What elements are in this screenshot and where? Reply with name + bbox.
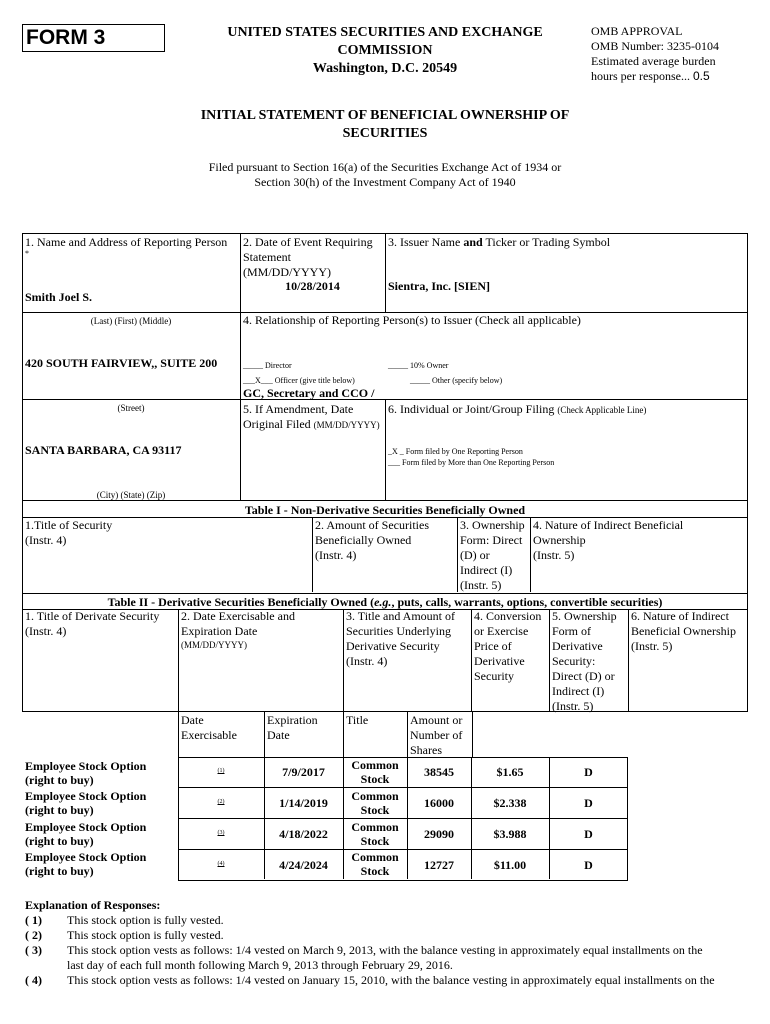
box6-label-text: 6. Individual or Joint/Group Filing [388,402,555,416]
explanation-text-2: This stock option is fully vested. [67,928,224,942]
filing-option-one-mark: _X _ [388,447,404,456]
row2-ownership-form: D [584,796,593,810]
grid-hline-2 [22,399,748,400]
row2-security-line2: Stock [360,803,390,817]
row3-ownership-form: D [584,827,593,841]
table-row [25,789,146,817]
agency-name: UNITED STATES SECURITIES AND EXCHANGE COMMISSION [227,25,543,58]
table2-col5-line1: 5. Ownership [552,609,617,623]
row1-ownership-form: D [584,765,593,779]
box3-label-b: Ticker or Trading Symbol [485,235,611,249]
table2-col5-line3: Derivative [552,639,603,653]
omb-hours [591,69,719,84]
row3-security-line1: Common [351,820,399,834]
event-date: 10/28/2014 [285,279,340,293]
table2-title-eg: e.g. [374,595,392,609]
box5-label-line1: 5. If Amendment, Date [243,402,354,416]
document-title-line1: INITIAL STATEMENT OF BENEFICIAL OWNERSHIP OF [200,108,570,123]
sub-exp-line1: Expiration [267,713,318,727]
table2-col2-header [181,609,295,651]
reporting-person-street: 420 SOUTH FAIRVIEW,, SUITE 200 [25,356,218,370]
table1-col2-header [315,518,429,563]
table1-col3-header [460,518,525,593]
box1-star: * [25,249,29,258]
table2-col3-header [346,609,455,669]
table2-col4-line2: or Exercise [474,624,529,638]
table1-col2-line1: 2. Amount of Securities [315,518,429,532]
table1-col3-line3: (D) or [460,548,490,562]
row3-title-line1: Employee Stock Option [25,820,147,834]
row4-price: $11.00 [493,858,527,872]
filed-line1: Filed pursuant to Section 16(a) of the Securities Exchange Act of 1934 or [208,160,562,174]
sub-amount-line1: Amount or [410,713,463,727]
row4-security-line2: Stock [360,864,390,878]
table-row [25,850,146,878]
table2-col4-line1: 4. Conversion [474,609,542,623]
grid-vline-2a [385,233,386,312]
row3-expiration: 4/18/2022 [279,827,328,841]
explanation-num-1: ( 1) [25,913,42,927]
document-title [160,107,610,143]
table2-col1-header [25,609,159,639]
row1-title-line1: Employee Stock Option [25,759,147,773]
box3-label [388,235,610,250]
table2-col5-line2: Form of [552,624,591,638]
row2-price: $2.338 [493,796,527,810]
row2-security [343,789,407,817]
sub-amount-line3: Shares [410,743,442,757]
row3-security [343,820,407,848]
row1-footnote: (1) [217,768,225,774]
filed-pursuant [160,160,610,190]
box2-label-line1: 2. Date of Event Requiring [243,235,373,249]
row4-title-line1: Employee Stock Option [25,850,147,864]
filing-option-two-mark: ___ [388,458,400,467]
table2-col2-line2: Expiration Date [181,624,258,638]
box4-label: 4. Relationship of Reporting Person(s) to Issuer (Check all applicable) [243,313,581,327]
sub-date-line2: Exercisable [181,728,237,742]
table-row [25,820,146,848]
box2-label-line3: (MM/DD/YYYY) [243,265,331,279]
row1-title-line2: (right to buy) [25,773,94,787]
table2-col6-line2: Beneficial Ownership [631,624,736,638]
explanation-num-4: ( 4) [25,973,42,987]
box1-label: 1. Name and Address of Reporting Person [25,235,228,249]
row1-expiration: 7/9/2017 [282,765,325,779]
table2-col5-header [552,609,617,714]
box3-label-and: and [463,235,483,249]
box3-label-a: 3. Issuer Name [388,235,461,249]
row3-footnote: (3) [217,830,225,836]
table1-vline-1 [312,517,313,592]
filing-option-two-label: Form filed by More than One Reporting Person [402,458,555,467]
table1-col1-line2: (Instr. 4) [25,533,67,547]
table2-vline-5 [628,609,629,711]
table2-col3-line4: (Instr. 4) [346,654,388,668]
row4-title-line2: (right to buy) [25,864,94,878]
document-title-line2: SECURITIES [342,126,428,141]
omb-hours-label: hours per response... [591,69,690,83]
table1-vline-3 [530,517,531,592]
row4-security [343,850,407,878]
explanation-text-3: This stock option vests as follows: 1/4 vested on March 9, 2013, with the balance vesting in approximately equal installments on the [67,943,703,957]
table2-col2-line1: 2. Date Exercisable and [181,609,295,623]
sub-exp-line2: Date [267,728,290,742]
row2-title-line2: (right to buy) [25,803,94,817]
table2-col4-line3: Price of [474,639,512,653]
sub-date-exercisable [181,713,237,743]
omb-burden: Estimated average burden [591,54,716,68]
name-caption: (Last) (First) (Middle) [90,316,172,326]
row4-ownership-form: D [584,858,593,872]
table1-col2-line3: (Instr. 4) [315,548,357,562]
row2-title-line1: Employee Stock Option [25,789,147,803]
table1-col1-line1: 1.Title of Security [25,518,113,532]
table2-col1-line1: 1. Title of Derivate Security [25,609,160,623]
sub-vline-1 [264,711,265,757]
explanation-num-2: ( 2) [25,928,42,942]
sub-vline-2 [343,711,344,757]
box5-label [243,402,380,432]
table1-col3-line2: Form: Direct [460,533,523,547]
table2-col5-line4: Security: [552,654,596,668]
grid-vline-2b [385,399,386,500]
table2-col5-line5: Direct (D) or [552,669,615,683]
table1-col3-line5: (Instr. 5) [460,578,502,592]
omb-hours-value: 0.5 [692,69,710,83]
table2-title-b: , puts, calls, warrants, options, convertible securities) [391,595,663,609]
table2-col5-line6: Indirect (I) [552,684,605,698]
table2-col4-line4: Derivative [474,654,525,668]
row-hline-1 [178,787,628,788]
filing-option-two [388,457,554,468]
sub-amount-line2: Number of [410,728,463,742]
explanation-num-3: ( 3) [25,943,42,957]
table1-col2-line2: Beneficially Owned [315,533,412,547]
table2-vline-1 [178,609,179,711]
table2-title-a: Table II - Derivative Securities Beneficially Owned ( [107,595,375,609]
box5-date-format: (MM/DD/YYYY) [313,420,380,430]
table2-col6-header [631,609,736,654]
row1-shares: 38545 [424,765,454,779]
row3-shares: 29090 [424,827,454,841]
filing-option-one-label: Form filed by One Reporting Person [405,447,523,456]
table1-col3-line4: Indirect (I) [460,563,513,577]
table2-col3-line2: Securities Underlying [346,624,451,638]
issuer-name: Sientra, Inc. [SIEN] [388,279,491,293]
box6-label [388,402,646,417]
table2-col2-format: (MM/DD/YYYY) [181,640,247,650]
agency-location: Washington, D.C. 20549 [312,61,458,76]
reporting-person-city: SANTA BARBARA, CA 93117 [25,443,182,457]
table2-vline-4 [549,609,550,711]
row2-expiration: 1/14/2019 [279,796,328,810]
box5-label-line2 [243,417,380,432]
row2-shares: 16000 [424,796,454,810]
table2-vline-3 [471,609,472,711]
form-title: FORM 3 [26,26,106,49]
row1-security-line2: Stock [360,772,390,786]
row2-security-line1: Common [351,789,399,803]
explanation-text-3b: last day of each full month following March 9, 2013 through February 29, 2016. [67,958,453,972]
box2-label-line2: Statement [243,250,291,264]
row4-footnote: (4) [217,861,225,867]
sub-expiration-date [267,713,318,743]
sub-amount [410,713,462,758]
table1-col4-header [533,518,683,563]
box5-label-line2-text: Original Filed [243,417,311,431]
explanation-heading: Explanation of Responses: [25,898,161,912]
table2-col4-line5: Security [474,669,514,683]
table2-col6-line1: 6. Nature of Indirect [631,609,729,623]
filing-option-one [388,446,523,457]
row1-security [343,758,407,786]
reporting-person-name: Smith Joel S. [25,290,93,304]
sub-title: Title [346,713,369,727]
director-option: _____ Director [243,361,292,370]
row1-security-line1: Common [351,758,399,772]
street-caption: (Street) [117,403,145,413]
box2-label [243,235,373,280]
table1-vline-2 [457,517,458,592]
sub-date-line1: Date [181,713,204,727]
table2-col3-line3: Derivative Security [346,639,440,653]
row4-expiration: 4/24/2024 [279,858,328,872]
row4-security-line1: Common [351,850,399,864]
table1-col4-line3: (Instr. 5) [533,548,575,562]
row4-shares: 12727 [424,858,454,872]
box6-label-small: (Check Applicable Line) [557,405,647,415]
ten-percent-option: _____ 10% Owner [388,361,449,370]
table-row [25,759,146,787]
other-option: _____ Other (specify below) [410,376,503,385]
table1-col4-line1: 4. Nature of Indirect Beneficial [533,518,684,532]
row3-security-line2: Stock [360,834,390,848]
officer-mark: ___X___ [243,376,273,385]
grid-vline-1 [240,233,241,500]
explanation-text-1: This stock option is fully vested. [67,913,224,927]
table2-col4-header [474,609,541,684]
officer-option [243,375,355,386]
table2-title [22,595,748,610]
officer-label: Officer (give title below) [274,376,355,385]
omb-number: OMB Number: 3235-0104 [591,39,719,53]
table1-title: Table I - Non-Derivative Securities Beneficially Owned [244,503,526,517]
omb-approval [591,24,719,84]
table1-col3-line1: 3. Ownership [460,518,525,532]
city-caption: (City) (State) (Zip) [96,490,166,500]
filed-line2: Section 30(h) of the Investment Company Act of 1940 [254,175,516,189]
table2-vline-2 [343,609,344,711]
table1-col4-line2: Ownership [533,533,586,547]
officer-title: GC, Secretary and CCO / [243,386,375,400]
row-hline-2 [178,818,628,819]
sub-vline-3 [407,711,408,757]
table2-col5-line7: (Instr. 5) [552,699,594,713]
row2-footnote: (2) [217,799,225,805]
row3-price: $3.988 [493,827,527,841]
table2-col1-line2: (Instr. 4) [25,624,67,638]
row3-title-line2: (right to buy) [25,834,94,848]
table2-col3-line1: 3. Title and Amount of [346,609,456,623]
table1-col1-header [25,518,112,548]
table2-col6-line3: (Instr. 5) [631,639,673,653]
omb-title: OMB APPROVAL [591,24,683,38]
explanation-text-4: This stock option vests as follows: 1/4 vested on January 15, 2010, with the balance vesting in approximately equal installments on the [67,973,715,987]
row1-price: $1.65 [496,765,524,779]
